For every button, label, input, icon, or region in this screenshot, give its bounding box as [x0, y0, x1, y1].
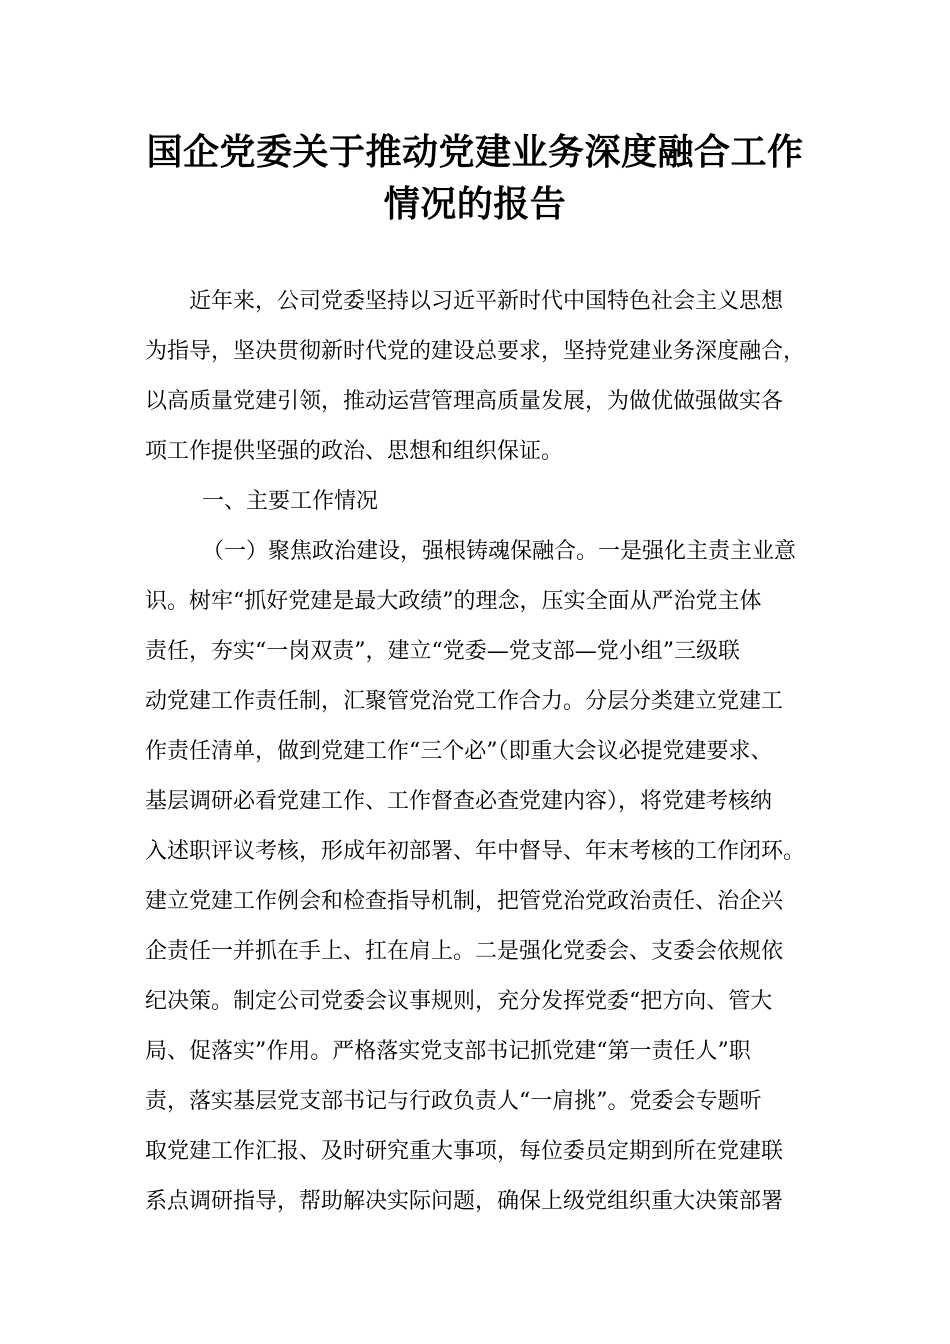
body-line: 建立党建工作例会和检查指导机制，把管党治党政治责任、治企兴 — [145, 889, 784, 914]
body-line: 作责任清单，做到党建工作“三个必”（即重大会议必提党建要求、 — [145, 739, 773, 764]
body-line: 责，落实基层党支部书记与行政负责人“一肩挑”。党委会专题听 — [145, 1089, 762, 1114]
body-line: 为指导，坚决贯彻新时代党的建设总要求，坚持党建业务深度融合， — [145, 339, 806, 364]
body-line: 近年来，公司党委坚持以习近平新时代中国特色社会主义思想 — [189, 289, 784, 314]
body-line: 以高质量党建引领，推动运营管理高质量发展，为做优做强做实各 — [145, 389, 784, 414]
document-title-line-1: 国企党委关于推动党建业务深度融合工作 — [146, 132, 804, 173]
document-title-line-2: 情况的报告 — [383, 184, 567, 225]
body-line: 动党建工作责任制，汇聚管党治党工作合力。分层分类建立党建工 — [145, 689, 784, 714]
body-line: 局、促落实”作用。严格落实党支部书记抓党建“第一责任人”职 — [145, 1039, 751, 1064]
body-line: 企责任一并抓在手上、扛在肩上。二是强化党委会、支委会依规依 — [145, 939, 784, 964]
body-line: 入述职评议考核，形成年初部署、年中督导、年末考核的工作闭环。 — [145, 839, 806, 864]
body-line: 责任，夯实“一岗双责”，建立“党委—党支部—党小组”三级联 — [145, 639, 740, 664]
body-line: 系点调研指导，帮助解决实际问题，确保上级党组织重大决策部署 — [145, 1189, 784, 1214]
body-line: 基层调研必看党建工作、工作督查必查党建内容），将党建考核纳 — [145, 789, 773, 814]
body-line: 取党建工作汇报、及时研究重大事项，每位委员定期到所在党建联 — [145, 1139, 784, 1164]
body-line: 识。树牢“抓好党建是最大政绩”的理念，压实全面从严治党主体 — [145, 589, 762, 614]
body-line: （一）聚焦政治建设，强根铸魂保融合。一是强化主责主业意 — [202, 539, 797, 564]
section-heading: 一、主要工作情况 — [202, 489, 379, 514]
body-line: 项工作提供坚强的政治、思想和组织保证。 — [145, 439, 564, 464]
document-body — [145, 283, 825, 1233]
body-line: 纪决策。制定公司党委会议事规则，充分发挥党委“把方向、管大 — [145, 989, 773, 1014]
